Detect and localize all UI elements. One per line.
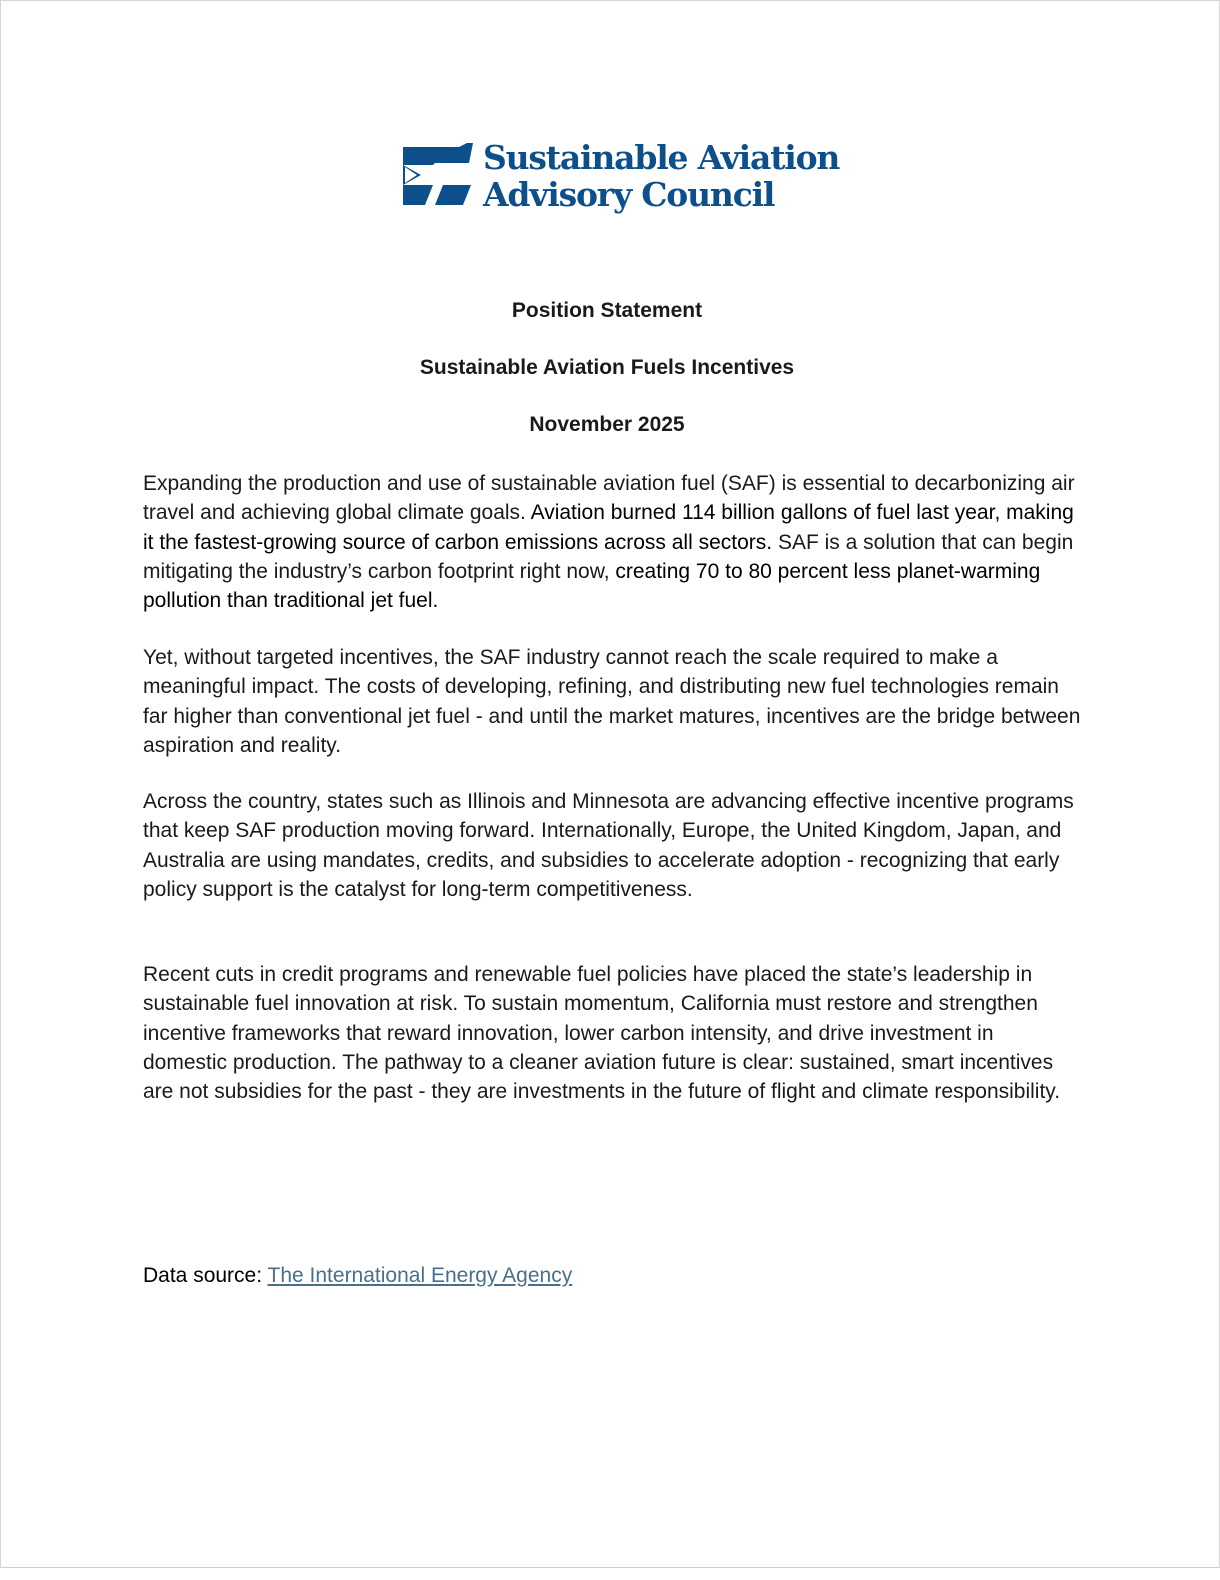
data-source [143, 1261, 572, 1290]
data-source-label: Data source: [143, 1264, 268, 1287]
plane-arrow-logo-icon [403, 143, 473, 209]
paragraph-intro-middle: SAF is a solution that can begin mitigating the industry’s carbon footprint right now, [143, 530, 1074, 583]
data-source-link[interactable]: The International Energy Agency [267, 1264, 573, 1287]
organization-name [483, 139, 839, 213]
document-type-heading: Position Statement [511, 299, 703, 322]
organization-logo [403, 139, 839, 213]
paragraph-intro [143, 469, 1083, 615]
organization-name-line1: Sustainable Aviation [483, 138, 840, 177]
pollution-statistic-text: creating 70 to 80 percent less planet-warming pollution than traditional jet fuel. [143, 559, 1041, 613]
paragraph-programs: Across the country, states such as Illinois and Minnesota are advancing effective incentive programs that keep SAF production moving forward. Internationally, Europe, the United Kingdom, Japan, and Australia are using mandates, credits, and subsidies to accelerate adoption - recognizing that early policy support is the catalyst for long-term competitiveness. [143, 790, 1074, 901]
paragraph-intro-lead: Expanding the production and use of sustainable aviation fuel (SAF) is essential to decarbonizing air travel and achieving global climate goals. [143, 472, 1075, 525]
paragraph-incentives: Yet, without targeted incentives, the SAF industry cannot reach the scale required to make a meaningful impact. The costs of developing, refining, and distributing new fuel technologies remain far higher than conventional jet fuel - and until the market matures, incentives are the bridge between aspiration and reality. [143, 646, 1081, 757]
document-subject-heading: Sustainable Aviation Fuels Incentives [419, 356, 795, 379]
document-date-heading: November 2025 [529, 413, 685, 436]
fuel-statistic-text: Aviation burned 114 billion gallons of fuel last year, making it the fastest-growing source of carbon emissions across all sectors. [143, 501, 1074, 554]
paragraph-california: Recent cuts in credit programs and renewable fuel policies have placed the state’s leadership in sustainable fuel innovation at risk. To sustain momentum, California must restore and strengthen incentive frameworks that reward innovation, lower carbon intensity, and drive investment in domestic production. The pathway to a cleaner aviation future is clear: sustained, smart incentives are not subsidies for the past - they are investments in the future of flight and climate responsibility. [143, 963, 1061, 1104]
organization-name-line2: Advisory Council [483, 175, 775, 214]
